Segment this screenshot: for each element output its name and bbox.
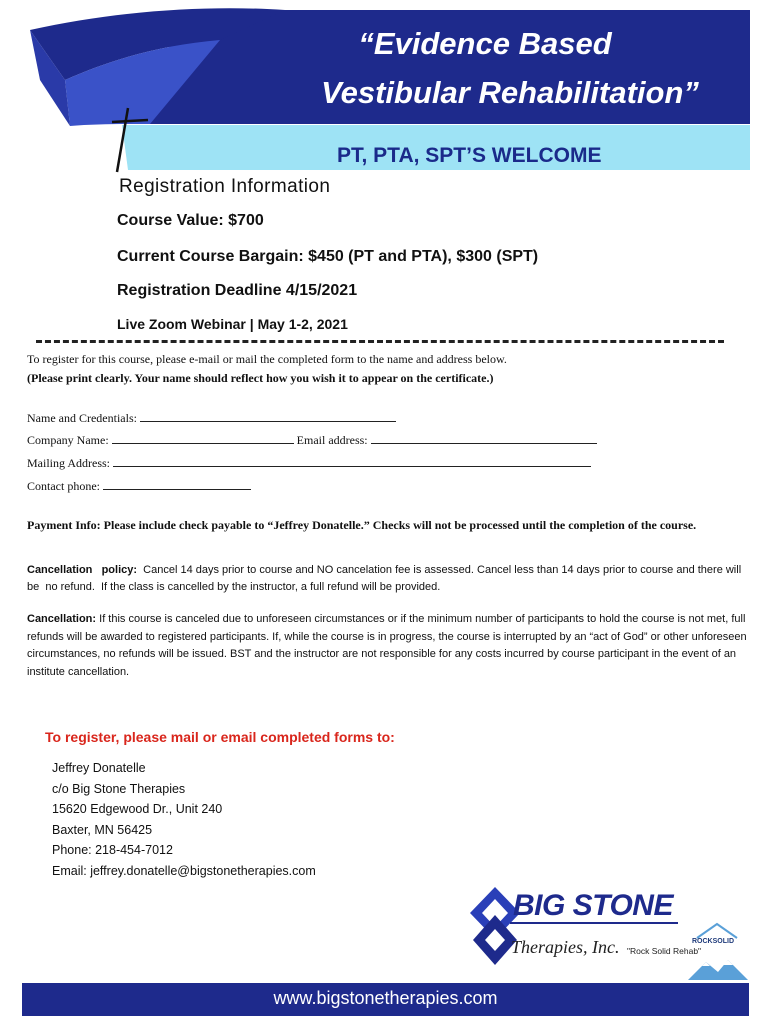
phone-line: Phone: 218-454-7012 — [52, 843, 173, 857]
address-line: c/o Big Stone Therapies — [52, 781, 186, 796]
logo-rule — [510, 922, 678, 924]
name-label: Name and Credentials: — [27, 411, 137, 425]
registration-deadline: Registration Deadline 4/15/2021 — [117, 282, 358, 299]
cancellation-policy-text: Cancel 14 days prior to course and NO cancelation fee is assessed. Cancel less than 14 days prior to course and there will be no refund. If the class is cancelled by the instructor, a full refund will be provided. — [27, 564, 745, 593]
footer-url[interactable]: www.bigstonetherapies.com — [273, 988, 498, 1008]
header-banner — [0, 0, 770, 180]
mailing-address-block — [52, 758, 316, 881]
phone-field[interactable] — [103, 477, 251, 490]
email-line[interactable]: Email: jeffrey.donatelle@bigstonetherapies.com — [52, 863, 316, 878]
mailing-row — [27, 454, 591, 471]
logo-name: BIG STONE — [513, 889, 673, 922]
company-row — [27, 431, 597, 448]
cancellation-label: Cancellation: — [27, 613, 97, 625]
rocksolid-logo — [688, 920, 748, 980]
rocksolid-text: ROCKSOLID — [692, 938, 734, 945]
peaks-icon — [688, 956, 748, 980]
webinar-date: Live Zoom Webinar | May 1-2, 2021 — [117, 316, 348, 332]
cancellation-policy-label: Cancellation policy: — [27, 564, 138, 576]
company-field[interactable] — [112, 431, 294, 444]
registration-heading: Registration Information — [119, 176, 331, 197]
dashed-divider — [36, 340, 724, 343]
logo-sub: Therapies, Inc. — [511, 937, 620, 957]
cancellation-policy — [27, 562, 747, 596]
course-bargain: Current Course Bargain: $450 (PT and PTA), $300 (SPT) — [117, 248, 539, 265]
phone-row — [27, 477, 251, 494]
mailing-label: Mailing Address: — [27, 456, 110, 470]
mailing-field[interactable] — [113, 454, 591, 467]
address-line: Jeffrey Donatelle — [52, 761, 146, 775]
register-heading: To register, please mail or email completed forms to: — [45, 729, 395, 745]
mountain-icon — [692, 920, 742, 940]
email-label: Email address: — [296, 433, 368, 447]
banner-title-line1: “Evidence Based — [358, 26, 612, 61]
address-line: Baxter, MN 56425 — [52, 822, 153, 837]
name-row — [27, 409, 396, 426]
footer-bar — [22, 983, 749, 1016]
payment-info — [27, 518, 696, 533]
logo-slogan: "Rock Solid Rehab" — [627, 946, 702, 956]
banner-title-line2: Vestibular Rehabilitation” — [321, 75, 699, 110]
phone-label: Contact phone: — [27, 479, 100, 493]
email-field[interactable] — [371, 431, 597, 444]
cancellation — [27, 611, 747, 681]
company-label: Company Name: — [27, 433, 109, 447]
name-field[interactable] — [140, 409, 396, 422]
form-note: (Please print clearly. Your name should reflect how you wish it to appear on the certificate.) — [27, 371, 494, 385]
form-intro: To register for this course, please e-mail or mail the completed form to the name and address below. — [27, 352, 507, 366]
payment-text: Please include check payable to “Jeffrey Donatelle.” Checks will not be processed until the completion of the course. — [103, 518, 697, 532]
course-value: Course Value: $700 — [117, 212, 264, 229]
payment-label: Payment Info: — [27, 518, 101, 532]
address-line: 15620 Edgewood Dr., Unit 240 — [52, 802, 223, 816]
cancellation-text: If this course is canceled due to unforeseen circumstances or if the minimum number of participants to hold the course is not met, full refunds will be awarded to registered participants. If, while the course is in progress, the course is interrupted by an “act of God” or other unforeseen circumstances, no refunds will be issued. BST and the instructor are not responsible for any costs incurred by course participant in the event of an institute cancellation. — [27, 613, 747, 678]
welcome-text: PT, PTA, SPT’S WELCOME — [337, 144, 602, 167]
